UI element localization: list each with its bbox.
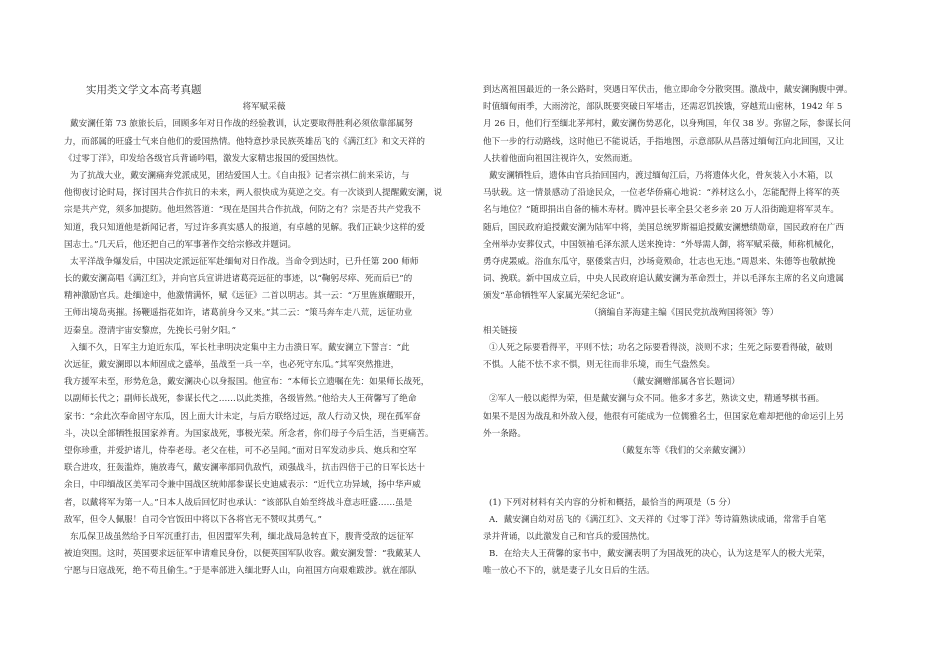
article-title: 将军赋采薇 [242, 102, 286, 113]
document-title: 实用类文学文本高考真题 [86, 84, 202, 96]
source-citation: （戴复东等《我们的父亲戴安澜》） [617, 445, 751, 456]
paragraph-line: 如果不是因为战乱和外敌入侵，他很有可能成为一位儒雅名士，但国家危难却把他的命运引上另 [483, 411, 844, 422]
source-citation: （戴安澜赠部属各官长题词） [628, 377, 740, 388]
option-line: A．戴安澜自幼对岳飞的《满江红》、文天祥的《过零丁洋》等诗篇熟读成诵，常常手自笔 [489, 514, 827, 525]
paragraph-line: 随后，国民政府追授戴安澜为陆军中将，美国总统罗斯福追授戴安澜懋绩勋章，国民政府在广西 [483, 222, 844, 233]
paragraph-line: 太平洋战争爆发后，中国决定派远征军赴缅甸对日作战。当命令到达时，已升任第 200 师师 [70, 256, 419, 267]
paragraph-line: 国志士。”几天后，他还把自己的军事著作交给宗修改并题词。 [64, 239, 297, 250]
option-line: B．在给夫人王荷馨的家书中，戴安澜表明了为国战死的决心，认为这是军人的极大光荣， [489, 549, 831, 560]
paragraph-line: 戴安澜牺牲后，遗体由官兵抬回国内，渡过缅甸江后，乃将遗体火化，骨灰装入小木箱，以 [489, 170, 833, 181]
option-line: 录并背诵，以此激发自己和官兵的爱国热忱。 [483, 531, 655, 542]
paragraph-line: 他下一步的行动路线，这时他已不能说话，手指地图，示意部队从昌落过缅甸江向北回国，又让 [483, 136, 844, 147]
paragraph-line: 外一条路。 [483, 428, 526, 439]
paragraph-line: 全州举办安葬仪式，中国领袖毛泽东派人送来挽诗：“外辱需人御，将军赋采薇，师称机械化， [483, 239, 840, 250]
paragraph-line: 知道，我只知道他是新闻记者，写过许多真实感人的报道，有卓越的见解。我们正缺少这样的爱 [64, 222, 425, 233]
paragraph-line: 名与地位？”随即捐出自备的楠木寿材。腾冲县长率全县父老乡亲 20 万人沿街跪迎将军灵车。 [483, 205, 839, 216]
paragraph-line: 者，以戴将军为第一人。”日本人战后回忆时也承认：“该部队自始至终战斗意志旺盛……虽是 [64, 497, 413, 508]
question-line: (1) 下列对材料有关内容的分析和概括，最恰当的两项是（5 分） [489, 497, 736, 508]
section-heading: 相关链接 [483, 325, 518, 336]
paragraph-line: 王师出境岛夷摧。扬鞭遥指花如许，诸葛前身今又来。”其二云：“策马奔车走八荒，远征功业 [64, 308, 413, 319]
paragraph-line: 《过零丁洋》，印发给各级官兵背诵吟唱，激发大家精忠报国的爱国热忱。 [64, 153, 344, 164]
paragraph-line: 敌军，但令人佩服！自司令官饭田中将以下各将官无不赞叹其勇气。” [64, 514, 322, 525]
paragraph-line: 力，而部属的旺盛士气来自他们的爱国热情。他特意抄录民族英雄岳飞的《满江红》和文天祥的 [64, 136, 425, 147]
paragraph-line: 家书：“余此次奉命固守东瓜，因上面大计未定，与后方联络过远，敌人行动又快，现在孤军奋 [64, 411, 421, 422]
paragraph-line: 我方援军未至，形势危急，戴安澜决心以身报国。他宣布：“本师长立遗嘱在先：如果师长战死， [64, 377, 430, 388]
paragraph-line: 以副师长代之；副师长战死，参谋长代之……以此类推，各级皆然。”他给夫人王荷馨写了绝命 [64, 394, 417, 405]
paragraph-line: 望你珍重，并爱护诸儿，侍奉老母。老父在桂，可不必呈闻。”面对日军发动步兵、炮兵和空军 [64, 445, 417, 456]
paragraph-line: 到达离祖国最近的一条公路时，突遇日军伏击，他立即命令分散突围。激战中，戴安澜胸腹中弹。 [483, 85, 853, 95]
paragraph-line: 他彻夜讨论时局，探讨国共合作抗日的未来，两人很快成为莫逆之交。有一次谈到人提醒戴安澜，说 [64, 188, 443, 199]
paragraph-line: 迈秦皇。澄清宇宙安黎庶，先挽长弓射夕阳。” [64, 325, 236, 336]
paragraph-line: 入缅不久，日军主力迫近东瓜，军长杜聿明决定集中主力击溃日军。戴安澜立下誓言：“此 [70, 342, 410, 353]
paragraph-line: 为了抗战大业，戴安澜痛奔党派成见，团结爱国人士。《自由报》记者宗祺仁前来采访，与 [70, 170, 410, 181]
blank-line [483, 477, 885, 494]
paragraph-line: ②军人一般以彪悍为荣，但是戴安澜与众不同。他多才多艺，熟读文史，精通琴棋书画。 [489, 394, 825, 405]
blank-line [483, 460, 885, 477]
paragraph-line: 被迫突围。这时，英国要求远征军申请难民身份，以便英国军队收容。戴安澜发誓：“我戴某人 [64, 549, 421, 560]
paragraph-line: 时值缅甸雨季，大雨滂沱，部队既要突破日军堵击，还需忍饥挨饿，穿越荒山密林，1942 年 5 [483, 102, 843, 113]
paragraph-line: 宗是共产党，须多加提防。他坦然答道：“现在是国共合作抗战，何防之有？宗是否共产党我不 [64, 205, 421, 216]
paragraph-line: 颁发“革命牺牲军人家属光荣纪念证”。 [483, 291, 630, 302]
paragraph-line: 勇夺虎罴威。浴血东瓜守，驱倭棠吉归，沙场竟殒命，壮志也无违。”周恩来、朱德等也敬献挽 [483, 256, 836, 267]
source-citation: （摘编自茅海建主编《国民党抗战殉国将领》等） [589, 308, 779, 319]
paragraph-line: 斗，决以全部牺牲报国家养育。为国家战死，事极光荣。所念者，你们母子今后生活，当更痛苦。 [64, 428, 434, 439]
paragraph-line: 次远征，戴安澜即以本师固成之盛举，虽战至一兵一卒，也必死守东瓜。”其军突然推进， [64, 360, 400, 370]
paragraph-line: 余日，中印缅战区美军司令兼中国战区统帅部参谋长史迪威表示：“近代立功异域，扬中华声威 [64, 480, 421, 491]
paragraph-line: 东瓜保卫战虽然给予日军沉重打击，但因盟军失利，缅北战局急转直下，腹背受敌的远征军 [70, 531, 414, 542]
paragraph-line: 词、挽联。新中国成立后，中央人民政府追认戴安澜为革命烈士，并以毛泽东主席的名义向遗属 [483, 274, 844, 285]
paragraph-line: 宁愿与日寇战死，绝不苟且偷生。”于是率部进入缅北野人山，向祖国方向艰难跋涉。就在部队 [64, 566, 417, 577]
right-column [483, 82, 885, 580]
option-line: 唯一放心不下的，就是妻子儿女日后的生活。 [483, 566, 655, 577]
paragraph-line: 联合进攻，狂轰滥炸，施放毒气，戴安澜率部同仇敌忾，顽强战斗，抗击四倍于己的日军长达十 [64, 463, 425, 474]
paragraph-line: 不惧。人能不怯不求不惧，则无往而非乐境，而生气盎然矣。 [483, 360, 716, 370]
paragraph-line: 马驮载。这一情景感动了沿途民众，一位老华侨痛心地说：“养材这么小，怎能配得上将军的英 [483, 188, 840, 199]
left-column [64, 82, 464, 580]
paragraph-line: 戴安澜任第 73 旅旅长后，回顾多年对日作战的经验教训，认定要取得胜利必须依靠部属努 [70, 119, 413, 130]
paragraph-line: 月 26 日，他们行至缅北茅邦村，戴安澜伤势恶化，以身殉国，年仅 38 岁。弥留之际，参谋长问 [483, 119, 851, 130]
paragraph-line: ①人死之际要看得平，平则不怯；功名之际要看得淡，淡则不求；生死之际要看得破，破则 [489, 342, 833, 353]
paragraph-line: 长的戴安澜高唱《满江红》，并向官兵宣讲进诸葛亮远征的事迹，以“鞠躬尽瘁、死而后已”的 [64, 274, 413, 285]
paragraph-line: 人扶着他面向祖国注视许久，安然而逝。 [483, 153, 638, 164]
paragraph-line: 精神激励官兵。赴缅途中，他激情满怀，赋《远征》二首以明志。其一云：“万里旌旗耀眼开， [64, 291, 421, 302]
